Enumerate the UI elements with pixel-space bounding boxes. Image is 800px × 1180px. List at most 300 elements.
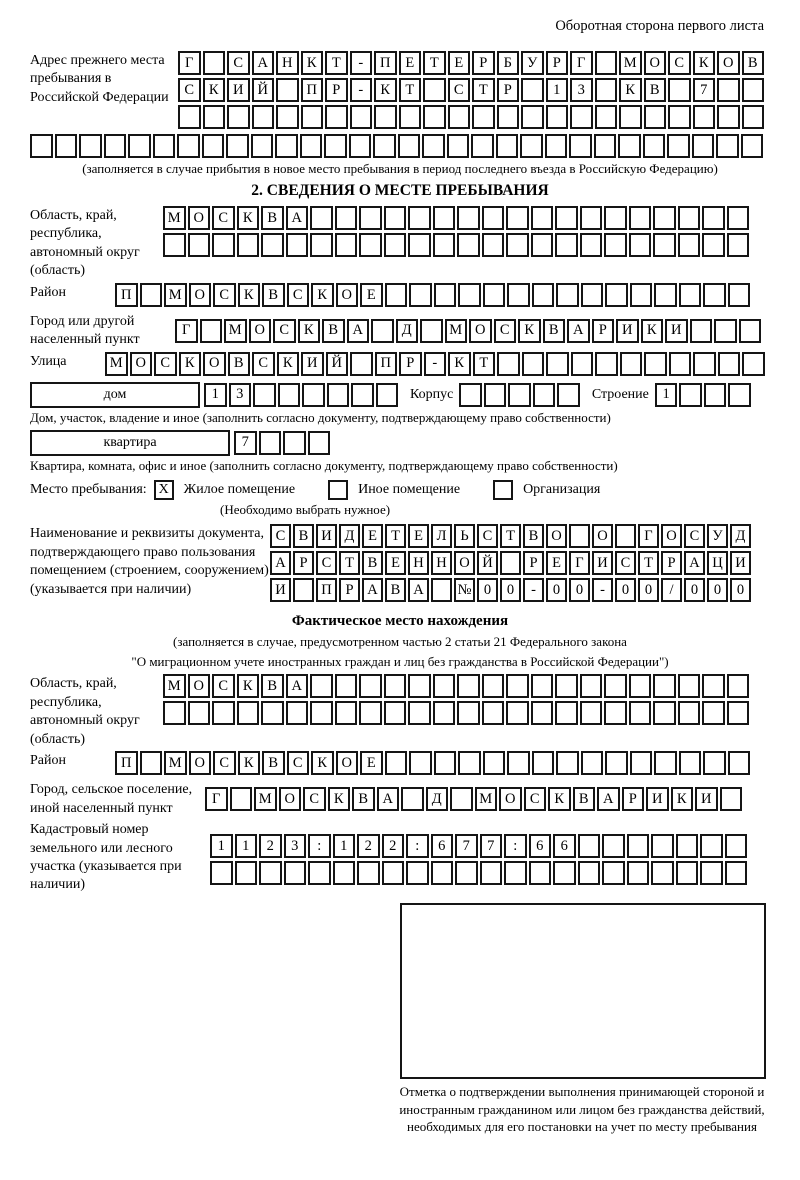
char-cell[interactable] (532, 283, 555, 307)
char-cell[interactable]: 6 (529, 834, 552, 858)
char-cell[interactable] (226, 134, 249, 158)
char-cell[interactable] (725, 861, 748, 885)
char-cell[interactable] (261, 233, 284, 257)
char-cell[interactable] (604, 701, 627, 725)
char-cell[interactable]: М (445, 319, 468, 343)
char-cell[interactable] (693, 105, 716, 129)
char-cell[interactable] (302, 383, 325, 407)
char-cell[interactable]: П (115, 283, 138, 307)
organization-checkbox[interactable] (493, 480, 513, 500)
char-cell[interactable] (693, 352, 716, 376)
char-cell[interactable] (458, 283, 481, 307)
char-cell[interactable] (602, 834, 625, 858)
char-cell[interactable]: В (352, 787, 375, 811)
char-cell[interactable] (741, 134, 764, 158)
char-cell[interactable]: - (592, 578, 613, 602)
char-cell[interactable]: Т (472, 78, 495, 102)
char-cell[interactable] (283, 431, 306, 455)
char-cell[interactable]: 1 (546, 78, 569, 102)
char-cell[interactable]: О (592, 524, 613, 548)
char-cell[interactable]: Р (399, 352, 422, 376)
char-cell[interactable] (605, 283, 628, 307)
char-cell[interactable] (284, 861, 307, 885)
char-cell[interactable] (153, 134, 176, 158)
char-cell[interactable] (504, 861, 527, 885)
char-cell[interactable] (433, 206, 456, 230)
char-cell[interactable]: К (693, 51, 716, 75)
char-cell[interactable] (497, 105, 520, 129)
char-cell[interactable] (261, 701, 284, 725)
char-cell[interactable] (300, 134, 323, 158)
char-cell[interactable] (653, 233, 676, 257)
char-cell[interactable] (545, 134, 568, 158)
char-cell[interactable] (716, 134, 739, 158)
char-cell[interactable] (531, 701, 554, 725)
char-cell[interactable] (602, 861, 625, 885)
char-cell[interactable]: О (189, 283, 212, 307)
char-cell[interactable] (401, 787, 424, 811)
char-cell[interactable]: 1 (333, 834, 356, 858)
char-cell[interactable]: О (249, 319, 272, 343)
char-cell[interactable] (654, 751, 677, 775)
char-cell[interactable]: К (619, 78, 642, 102)
char-cell[interactable] (644, 105, 667, 129)
char-cell[interactable]: А (286, 674, 309, 698)
char-cell[interactable] (742, 78, 765, 102)
char-cell[interactable]: К (448, 352, 471, 376)
char-cell[interactable]: 0 (615, 578, 636, 602)
char-cell[interactable]: В (573, 787, 596, 811)
char-cell[interactable] (55, 134, 78, 158)
char-cell[interactable] (627, 861, 650, 885)
char-cell[interactable]: Н (408, 551, 429, 575)
char-cell[interactable] (595, 105, 618, 129)
char-cell[interactable] (629, 206, 652, 230)
char-cell[interactable] (483, 283, 506, 307)
char-cell[interactable]: О (454, 551, 475, 575)
char-cell[interactable]: - (424, 352, 447, 376)
char-cell[interactable] (676, 861, 699, 885)
char-cell[interactable] (581, 283, 604, 307)
char-cell[interactable]: И (646, 787, 669, 811)
char-cell[interactable] (448, 105, 471, 129)
char-cell[interactable]: С (287, 283, 310, 307)
char-cell[interactable] (408, 206, 431, 230)
char-cell[interactable]: К (301, 51, 324, 75)
char-cell[interactable]: С (668, 51, 691, 75)
char-cell[interactable]: М (619, 51, 642, 75)
char-cell[interactable] (704, 383, 727, 407)
char-cell[interactable] (140, 751, 163, 775)
char-cell[interactable] (459, 383, 482, 407)
char-cell[interactable] (728, 283, 751, 307)
char-cell[interactable]: С (303, 787, 326, 811)
char-cell[interactable] (177, 134, 200, 158)
char-cell[interactable]: С (154, 352, 177, 376)
char-cell[interactable] (276, 105, 299, 129)
char-cell[interactable] (703, 283, 726, 307)
char-cell[interactable]: В (362, 551, 383, 575)
char-cell[interactable] (434, 751, 457, 775)
char-cell[interactable] (580, 233, 603, 257)
char-cell[interactable] (482, 206, 505, 230)
char-cell[interactable] (472, 105, 495, 129)
char-cell[interactable]: П (374, 51, 397, 75)
char-cell[interactable] (349, 134, 372, 158)
char-cell[interactable] (286, 701, 309, 725)
char-cell[interactable] (581, 751, 604, 775)
char-cell[interactable]: Р (293, 551, 314, 575)
char-cell[interactable] (212, 701, 235, 725)
char-cell[interactable] (385, 751, 408, 775)
char-cell[interactable] (629, 701, 652, 725)
char-cell[interactable] (484, 383, 507, 407)
residential-checkbox[interactable]: X (154, 480, 174, 500)
char-cell[interactable] (714, 319, 737, 343)
char-cell[interactable] (237, 701, 260, 725)
char-cell[interactable] (230, 787, 253, 811)
char-cell[interactable]: С (684, 524, 705, 548)
char-cell[interactable] (327, 383, 350, 407)
char-cell[interactable] (433, 233, 456, 257)
char-cell[interactable] (644, 352, 667, 376)
char-cell[interactable]: О (189, 751, 212, 775)
char-cell[interactable]: П (316, 578, 337, 602)
char-cell[interactable]: 1 (655, 383, 678, 407)
char-cell[interactable]: Т (473, 352, 496, 376)
char-cell[interactable] (278, 383, 301, 407)
char-cell[interactable]: М (163, 206, 186, 230)
char-cell[interactable] (212, 233, 235, 257)
char-cell[interactable] (507, 283, 530, 307)
char-cell[interactable]: М (105, 352, 128, 376)
char-cell[interactable]: О (499, 787, 522, 811)
char-cell[interactable]: И (695, 787, 718, 811)
char-cell[interactable] (615, 524, 636, 548)
char-cell[interactable]: С (477, 524, 498, 548)
char-cell[interactable] (546, 352, 569, 376)
char-cell[interactable]: М (164, 283, 187, 307)
char-cell[interactable]: 0 (730, 578, 751, 602)
char-cell[interactable] (301, 105, 324, 129)
char-cell[interactable]: К (238, 283, 261, 307)
char-cell[interactable] (275, 134, 298, 158)
char-cell[interactable]: П (115, 751, 138, 775)
char-cell[interactable]: Р (546, 51, 569, 75)
char-cell[interactable] (700, 834, 723, 858)
char-cell[interactable]: С (212, 674, 235, 698)
char-cell[interactable]: Р (497, 78, 520, 102)
char-cell[interactable]: О (644, 51, 667, 75)
char-cell[interactable]: 7 (480, 834, 503, 858)
char-cell[interactable]: Г (569, 551, 590, 575)
char-cell[interactable] (308, 861, 331, 885)
char-cell[interactable] (433, 674, 456, 698)
char-cell[interactable] (667, 134, 690, 158)
char-cell[interactable]: О (336, 283, 359, 307)
char-cell[interactable] (679, 283, 702, 307)
char-cell[interactable]: / (661, 578, 682, 602)
char-cell[interactable] (482, 701, 505, 725)
char-cell[interactable]: К (311, 751, 334, 775)
char-cell[interactable]: Д (426, 787, 449, 811)
char-cell[interactable] (253, 383, 276, 407)
char-cell[interactable]: Т (423, 51, 446, 75)
char-cell[interactable] (580, 701, 603, 725)
char-cell[interactable] (235, 861, 258, 885)
char-cell[interactable]: С (494, 319, 517, 343)
char-cell[interactable]: Г (570, 51, 593, 75)
char-cell[interactable]: С (448, 78, 471, 102)
char-cell[interactable] (555, 233, 578, 257)
char-cell[interactable]: С (270, 524, 291, 548)
char-cell[interactable]: Т (325, 51, 348, 75)
char-cell[interactable] (506, 206, 529, 230)
char-cell[interactable]: 3 (284, 834, 307, 858)
char-cell[interactable] (627, 834, 650, 858)
char-cell[interactable] (728, 383, 751, 407)
char-cell[interactable]: И (316, 524, 337, 548)
char-cell[interactable]: Г (175, 319, 198, 343)
char-cell[interactable]: И (301, 352, 324, 376)
char-cell[interactable]: О (130, 352, 153, 376)
char-cell[interactable] (203, 51, 226, 75)
char-cell[interactable] (506, 233, 529, 257)
char-cell[interactable] (651, 834, 674, 858)
char-cell[interactable]: С (227, 51, 250, 75)
char-cell[interactable] (310, 233, 333, 257)
char-cell[interactable]: Е (399, 51, 422, 75)
char-cell[interactable] (739, 319, 762, 343)
char-cell[interactable] (422, 134, 445, 158)
char-cell[interactable]: К (238, 751, 261, 775)
char-cell[interactable] (531, 233, 554, 257)
char-cell[interactable] (630, 283, 653, 307)
char-cell[interactable] (384, 674, 407, 698)
char-cell[interactable] (508, 383, 531, 407)
char-cell[interactable]: Н (276, 51, 299, 75)
char-cell[interactable] (457, 674, 480, 698)
char-cell[interactable]: М (163, 674, 186, 698)
char-cell[interactable] (384, 701, 407, 725)
char-cell[interactable]: Г (205, 787, 228, 811)
char-cell[interactable] (569, 134, 592, 158)
char-cell[interactable] (252, 105, 275, 129)
char-cell[interactable]: О (188, 206, 211, 230)
char-cell[interactable]: О (469, 319, 492, 343)
char-cell[interactable] (669, 352, 692, 376)
char-cell[interactable]: Р (523, 551, 544, 575)
char-cell[interactable]: В (543, 319, 566, 343)
char-cell[interactable]: Р (325, 78, 348, 102)
char-cell[interactable]: А (377, 787, 400, 811)
char-cell[interactable] (497, 352, 520, 376)
char-cell[interactable] (653, 701, 676, 725)
char-cell[interactable]: 6 (431, 834, 454, 858)
char-cell[interactable] (259, 431, 282, 455)
char-cell[interactable]: В (644, 78, 667, 102)
char-cell[interactable] (557, 383, 580, 407)
char-cell[interactable] (728, 751, 751, 775)
char-cell[interactable] (384, 233, 407, 257)
char-cell[interactable] (408, 701, 431, 725)
char-cell[interactable]: С (213, 283, 236, 307)
char-cell[interactable]: Е (360, 283, 383, 307)
char-cell[interactable]: 2 (382, 834, 405, 858)
char-cell[interactable]: И (592, 551, 613, 575)
char-cell[interactable] (482, 674, 505, 698)
char-cell[interactable] (398, 134, 421, 158)
char-cell[interactable] (351, 383, 374, 407)
char-cell[interactable] (678, 233, 701, 257)
char-cell[interactable]: К (641, 319, 664, 343)
char-cell[interactable]: Т (638, 551, 659, 575)
char-cell[interactable] (717, 78, 740, 102)
char-cell[interactable]: В (742, 51, 765, 75)
char-cell[interactable] (629, 674, 652, 698)
char-cell[interactable]: О (188, 674, 211, 698)
char-cell[interactable]: М (224, 319, 247, 343)
char-cell[interactable] (30, 134, 53, 158)
char-cell[interactable]: С (212, 206, 235, 230)
char-cell[interactable]: 6 (553, 834, 576, 858)
char-cell[interactable]: И (665, 319, 688, 343)
char-cell[interactable] (678, 701, 701, 725)
char-cell[interactable] (237, 233, 260, 257)
char-cell[interactable]: В (523, 524, 544, 548)
char-cell[interactable] (178, 105, 201, 129)
char-cell[interactable] (604, 233, 627, 257)
char-cell[interactable] (702, 674, 725, 698)
char-cell[interactable] (409, 283, 432, 307)
char-cell[interactable] (618, 134, 641, 158)
char-cell[interactable]: Т (399, 78, 422, 102)
char-cell[interactable] (595, 51, 618, 75)
char-cell[interactable]: Е (448, 51, 471, 75)
char-cell[interactable] (293, 578, 314, 602)
char-cell[interactable]: В (262, 751, 285, 775)
char-cell[interactable] (384, 206, 407, 230)
char-cell[interactable] (742, 352, 765, 376)
char-cell[interactable]: О (279, 787, 302, 811)
char-cell[interactable]: 2 (259, 834, 282, 858)
char-cell[interactable] (409, 751, 432, 775)
char-cell[interactable]: А (286, 206, 309, 230)
char-cell[interactable] (725, 834, 748, 858)
char-cell[interactable] (533, 383, 556, 407)
char-cell[interactable] (643, 134, 666, 158)
char-cell[interactable] (335, 701, 358, 725)
char-cell[interactable] (531, 674, 554, 698)
char-cell[interactable] (553, 861, 576, 885)
char-cell[interactable] (546, 105, 569, 129)
char-cell[interactable]: Д (396, 319, 419, 343)
char-cell[interactable] (350, 352, 373, 376)
char-cell[interactable] (140, 283, 163, 307)
char-cell[interactable]: 0 (500, 578, 521, 602)
char-cell[interactable]: К (671, 787, 694, 811)
char-cell[interactable]: Н (431, 551, 452, 575)
char-cell[interactable] (556, 283, 579, 307)
char-cell[interactable]: О (717, 51, 740, 75)
char-cell[interactable] (630, 751, 653, 775)
char-cell[interactable]: : (504, 834, 527, 858)
char-cell[interactable]: Е (360, 751, 383, 775)
char-cell[interactable]: И (227, 78, 250, 102)
char-cell[interactable] (727, 233, 750, 257)
char-cell[interactable]: А (270, 551, 291, 575)
char-cell[interactable]: К (277, 352, 300, 376)
char-cell[interactable]: А (252, 51, 275, 75)
char-cell[interactable] (702, 206, 725, 230)
char-cell[interactable]: Т (500, 524, 521, 548)
char-cell[interactable]: А (362, 578, 383, 602)
char-cell[interactable] (668, 105, 691, 129)
char-cell[interactable]: В (262, 283, 285, 307)
char-cell[interactable] (482, 233, 505, 257)
char-cell[interactable] (310, 674, 333, 698)
char-cell[interactable]: Е (362, 524, 383, 548)
char-cell[interactable]: А (408, 578, 429, 602)
char-cell[interactable]: 7 (234, 431, 257, 455)
char-cell[interactable]: 0 (477, 578, 498, 602)
char-cell[interactable] (335, 233, 358, 257)
char-cell[interactable]: - (523, 578, 544, 602)
char-cell[interactable] (604, 674, 627, 698)
char-cell[interactable] (357, 861, 380, 885)
char-cell[interactable] (480, 861, 503, 885)
char-cell[interactable] (727, 701, 750, 725)
char-cell[interactable]: С (273, 319, 296, 343)
char-cell[interactable] (376, 383, 399, 407)
char-cell[interactable] (447, 134, 470, 158)
char-cell[interactable]: С (178, 78, 201, 102)
char-cell[interactable]: Й (252, 78, 275, 102)
char-cell[interactable]: Р (622, 787, 645, 811)
char-cell[interactable] (251, 134, 274, 158)
char-cell[interactable]: № (454, 578, 475, 602)
char-cell[interactable]: Б (497, 51, 520, 75)
char-cell[interactable] (373, 134, 396, 158)
char-cell[interactable] (434, 283, 457, 307)
char-cell[interactable]: К (237, 674, 260, 698)
char-cell[interactable] (188, 233, 211, 257)
char-cell[interactable]: С (524, 787, 547, 811)
char-cell[interactable] (423, 105, 446, 129)
char-cell[interactable] (702, 233, 725, 257)
char-cell[interactable] (700, 861, 723, 885)
char-cell[interactable]: А (347, 319, 370, 343)
char-cell[interactable] (324, 134, 347, 158)
char-cell[interactable]: М (475, 787, 498, 811)
char-cell[interactable] (679, 383, 702, 407)
char-cell[interactable] (200, 319, 223, 343)
char-cell[interactable]: 0 (707, 578, 728, 602)
char-cell[interactable]: К (311, 283, 334, 307)
char-cell[interactable]: К (179, 352, 202, 376)
char-cell[interactable]: В (261, 206, 284, 230)
char-cell[interactable] (718, 352, 741, 376)
char-cell[interactable] (507, 751, 530, 775)
char-cell[interactable] (385, 283, 408, 307)
char-cell[interactable] (521, 78, 544, 102)
char-cell[interactable]: Р (472, 51, 495, 75)
char-cell[interactable] (308, 431, 331, 455)
char-cell[interactable]: И (616, 319, 639, 343)
char-cell[interactable]: Л (431, 524, 452, 548)
char-cell[interactable] (651, 861, 674, 885)
char-cell[interactable]: А (567, 319, 590, 343)
